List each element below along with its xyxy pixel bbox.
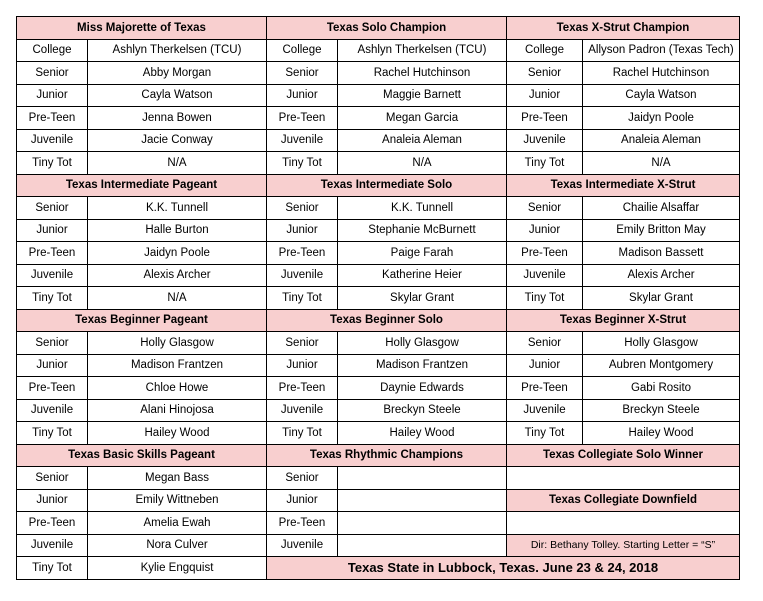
section-header: Texas Rhythmic Champions <box>267 444 507 467</box>
winner-name: Hailey Wood <box>88 422 267 445</box>
winner-name: Holly Glasgow <box>88 332 267 355</box>
division-label: Senior <box>17 467 88 490</box>
division-label: College <box>267 39 338 62</box>
winner-name: K.K. Tunnell <box>88 197 267 220</box>
division-label: Pre-Teen <box>17 107 88 130</box>
division-label: Junior <box>507 354 583 377</box>
event-footer: Texas State in Lubbock, Texas. June 23 & 24, 2018 <box>267 557 740 580</box>
table-row <box>17 354 740 377</box>
table-row <box>17 84 740 107</box>
division-label: Pre-Teen <box>267 377 338 400</box>
winner-name: Nora Culver <box>88 534 267 557</box>
winner-name: N/A <box>583 152 740 175</box>
table-row <box>17 557 740 580</box>
division-label: Junior <box>267 219 338 242</box>
division-label: Pre-Teen <box>267 512 338 535</box>
winner-name: Daynie Edwards <box>338 377 507 400</box>
table-row <box>17 287 740 310</box>
winner-name: K.K. Tunnell <box>338 197 507 220</box>
section-header: Miss Majorette of Texas <box>17 17 267 40</box>
winner-name: Emily Wittneben <box>88 489 267 512</box>
winner-name: Alani Hinojosa <box>88 399 267 422</box>
winner-name: Hailey Wood <box>583 422 740 445</box>
winner-name: Jacie Conway <box>88 129 267 152</box>
table-row <box>17 512 740 535</box>
winner-name <box>338 489 507 512</box>
winner-name: Kylie Engquist <box>88 557 267 580</box>
division-label: Pre-Teen <box>507 377 583 400</box>
section-header-row <box>17 444 740 467</box>
winner-name: Madison Frantzen <box>338 354 507 377</box>
section-header: Texas Beginner Solo <box>267 309 507 332</box>
division-label: Junior <box>507 84 583 107</box>
winner-name: Megan Garcia <box>338 107 507 130</box>
division-label: Junior <box>17 219 88 242</box>
division-label: Junior <box>267 84 338 107</box>
table-row <box>17 39 740 62</box>
winner-name <box>338 534 507 557</box>
winner-name: Rachel Hutchinson <box>583 62 740 85</box>
division-label: Junior <box>17 489 88 512</box>
results-table <box>16 16 740 580</box>
winner-name: Breckyn Steele <box>583 399 740 422</box>
division-label: Junior <box>267 354 338 377</box>
table-row <box>17 152 740 175</box>
division-label: Pre-Teen <box>17 242 88 265</box>
division-label: Senior <box>507 62 583 85</box>
division-label: Juvenile <box>17 129 88 152</box>
table-row <box>17 422 740 445</box>
division-label: Senior <box>267 467 338 490</box>
winner-name: Chloe Howe <box>88 377 267 400</box>
division-label: Junior <box>507 219 583 242</box>
winner-name: Alexis Archer <box>583 264 740 287</box>
winner-name: Analeia Aleman <box>583 129 740 152</box>
division-label: Senior <box>267 197 338 220</box>
division-label: Junior <box>267 489 338 512</box>
winner-name: Ashlyn Therkelsen (TCU) <box>88 39 267 62</box>
winner-name: Chailie Alsaffar <box>583 197 740 220</box>
section-header: Texas X-Strut Champion <box>507 17 740 40</box>
winner-name: Rachel Hutchinson <box>338 62 507 85</box>
table-row <box>17 489 740 512</box>
winner-name: Madison Bassett <box>583 242 740 265</box>
section-header: Texas Beginner X-Strut <box>507 309 740 332</box>
division-label: Tiny Tot <box>17 557 88 580</box>
division-label: Juvenile <box>267 129 338 152</box>
division-label: Senior <box>507 332 583 355</box>
table-row <box>17 534 740 557</box>
winner-name: Katherine Heier <box>338 264 507 287</box>
winner-name: Ashlyn Therkelsen (TCU) <box>338 39 507 62</box>
table-row <box>17 62 740 85</box>
division-label: Pre-Teen <box>267 107 338 130</box>
division-label: Juvenile <box>267 399 338 422</box>
winner-name: Paige Farah <box>338 242 507 265</box>
division-label: Juvenile <box>267 264 338 287</box>
collegiate-solo-winner-cell <box>507 467 740 490</box>
winner-name: Emily Britton May <box>583 219 740 242</box>
division-label: Juvenile <box>17 534 88 557</box>
division-label: Juvenile <box>267 534 338 557</box>
division-label: Tiny Tot <box>17 422 88 445</box>
table-row <box>17 129 740 152</box>
division-label: Senior <box>17 62 88 85</box>
division-label: Tiny Tot <box>507 287 583 310</box>
division-label: College <box>507 39 583 62</box>
division-label: Pre-Teen <box>267 242 338 265</box>
winner-name: Abby Morgan <box>88 62 267 85</box>
table-row <box>17 467 740 490</box>
division-label: Tiny Tot <box>507 152 583 175</box>
winner-name: N/A <box>88 287 267 310</box>
division-label: Juvenile <box>507 129 583 152</box>
table-row <box>17 197 740 220</box>
table-row <box>17 219 740 242</box>
division-label: Juvenile <box>17 264 88 287</box>
division-label: Pre-Teen <box>17 377 88 400</box>
division-label: Pre-Teen <box>17 512 88 535</box>
table-row <box>17 377 740 400</box>
division-label: Tiny Tot <box>267 152 338 175</box>
section-header: Texas Intermediate Solo <box>267 174 507 197</box>
division-label: Senior <box>267 332 338 355</box>
winner-name <box>338 512 507 535</box>
section-header: Texas Intermediate X-Strut <box>507 174 740 197</box>
winner-name: Madison Frantzen <box>88 354 267 377</box>
winner-name: Skylar Grant <box>583 287 740 310</box>
winner-name: Jaidyn Poole <box>88 242 267 265</box>
division-label: Senior <box>507 197 583 220</box>
division-label: Pre-Teen <box>507 242 583 265</box>
division-label: Tiny Tot <box>17 152 88 175</box>
winner-name: Jenna Bowen <box>88 107 267 130</box>
table-row <box>17 264 740 287</box>
winner-name: Megan Bass <box>88 467 267 490</box>
winner-name: Breckyn Steele <box>338 399 507 422</box>
table-row <box>17 242 740 265</box>
section-header-row <box>17 309 740 332</box>
division-label: Senior <box>17 197 88 220</box>
table-row <box>17 107 740 130</box>
collegiate-downfield-winner-cell <box>507 512 740 535</box>
winner-name: Maggie Barnett <box>338 84 507 107</box>
winner-name: Aubren Montgomery <box>583 354 740 377</box>
division-label: Tiny Tot <box>17 287 88 310</box>
winner-name: Jaidyn Poole <box>583 107 740 130</box>
section-header: Texas Collegiate Downfield <box>507 489 740 512</box>
division-label: Tiny Tot <box>267 422 338 445</box>
winner-name: Analeia Aleman <box>338 129 507 152</box>
winner-name: Halle Burton <box>88 219 267 242</box>
division-label: Senior <box>267 62 338 85</box>
division-label: Junior <box>17 354 88 377</box>
winner-name: Gabi Rosito <box>583 377 740 400</box>
section-header: Texas Intermediate Pageant <box>17 174 267 197</box>
winner-name: Stephanie McBurnett <box>338 219 507 242</box>
division-label: Tiny Tot <box>267 287 338 310</box>
winner-name: N/A <box>338 152 507 175</box>
winner-name: Holly Glasgow <box>583 332 740 355</box>
division-label: Juvenile <box>507 399 583 422</box>
section-header: Texas Collegiate Solo Winner <box>507 444 740 467</box>
winner-name: Amelia Ewah <box>88 512 267 535</box>
section-header-row <box>17 17 740 40</box>
section-header: Texas Solo Champion <box>267 17 507 40</box>
director-note: Dir: Bethany Tolley. Starting Letter = “S” <box>507 534 740 557</box>
table-row <box>17 332 740 355</box>
division-label: Pre-Teen <box>507 107 583 130</box>
division-label: Juvenile <box>17 399 88 422</box>
winner-name: Cayla Watson <box>88 84 267 107</box>
winner-name: Hailey Wood <box>338 422 507 445</box>
division-label: Junior <box>17 84 88 107</box>
winner-name: N/A <box>88 152 267 175</box>
table-row <box>17 399 740 422</box>
winner-name: Allyson Padron (Texas Tech) <box>583 39 740 62</box>
division-label: Tiny Tot <box>507 422 583 445</box>
winner-name: Alexis Archer <box>88 264 267 287</box>
winner-name: Holly Glasgow <box>338 332 507 355</box>
winner-name: Skylar Grant <box>338 287 507 310</box>
division-label: Juvenile <box>507 264 583 287</box>
winner-name <box>338 467 507 490</box>
section-header: Texas Beginner Pageant <box>17 309 267 332</box>
division-label: College <box>17 39 88 62</box>
section-header: Texas Basic Skills Pageant <box>17 444 267 467</box>
winner-name: Cayla Watson <box>583 84 740 107</box>
division-label: Senior <box>17 332 88 355</box>
section-header-row <box>17 174 740 197</box>
